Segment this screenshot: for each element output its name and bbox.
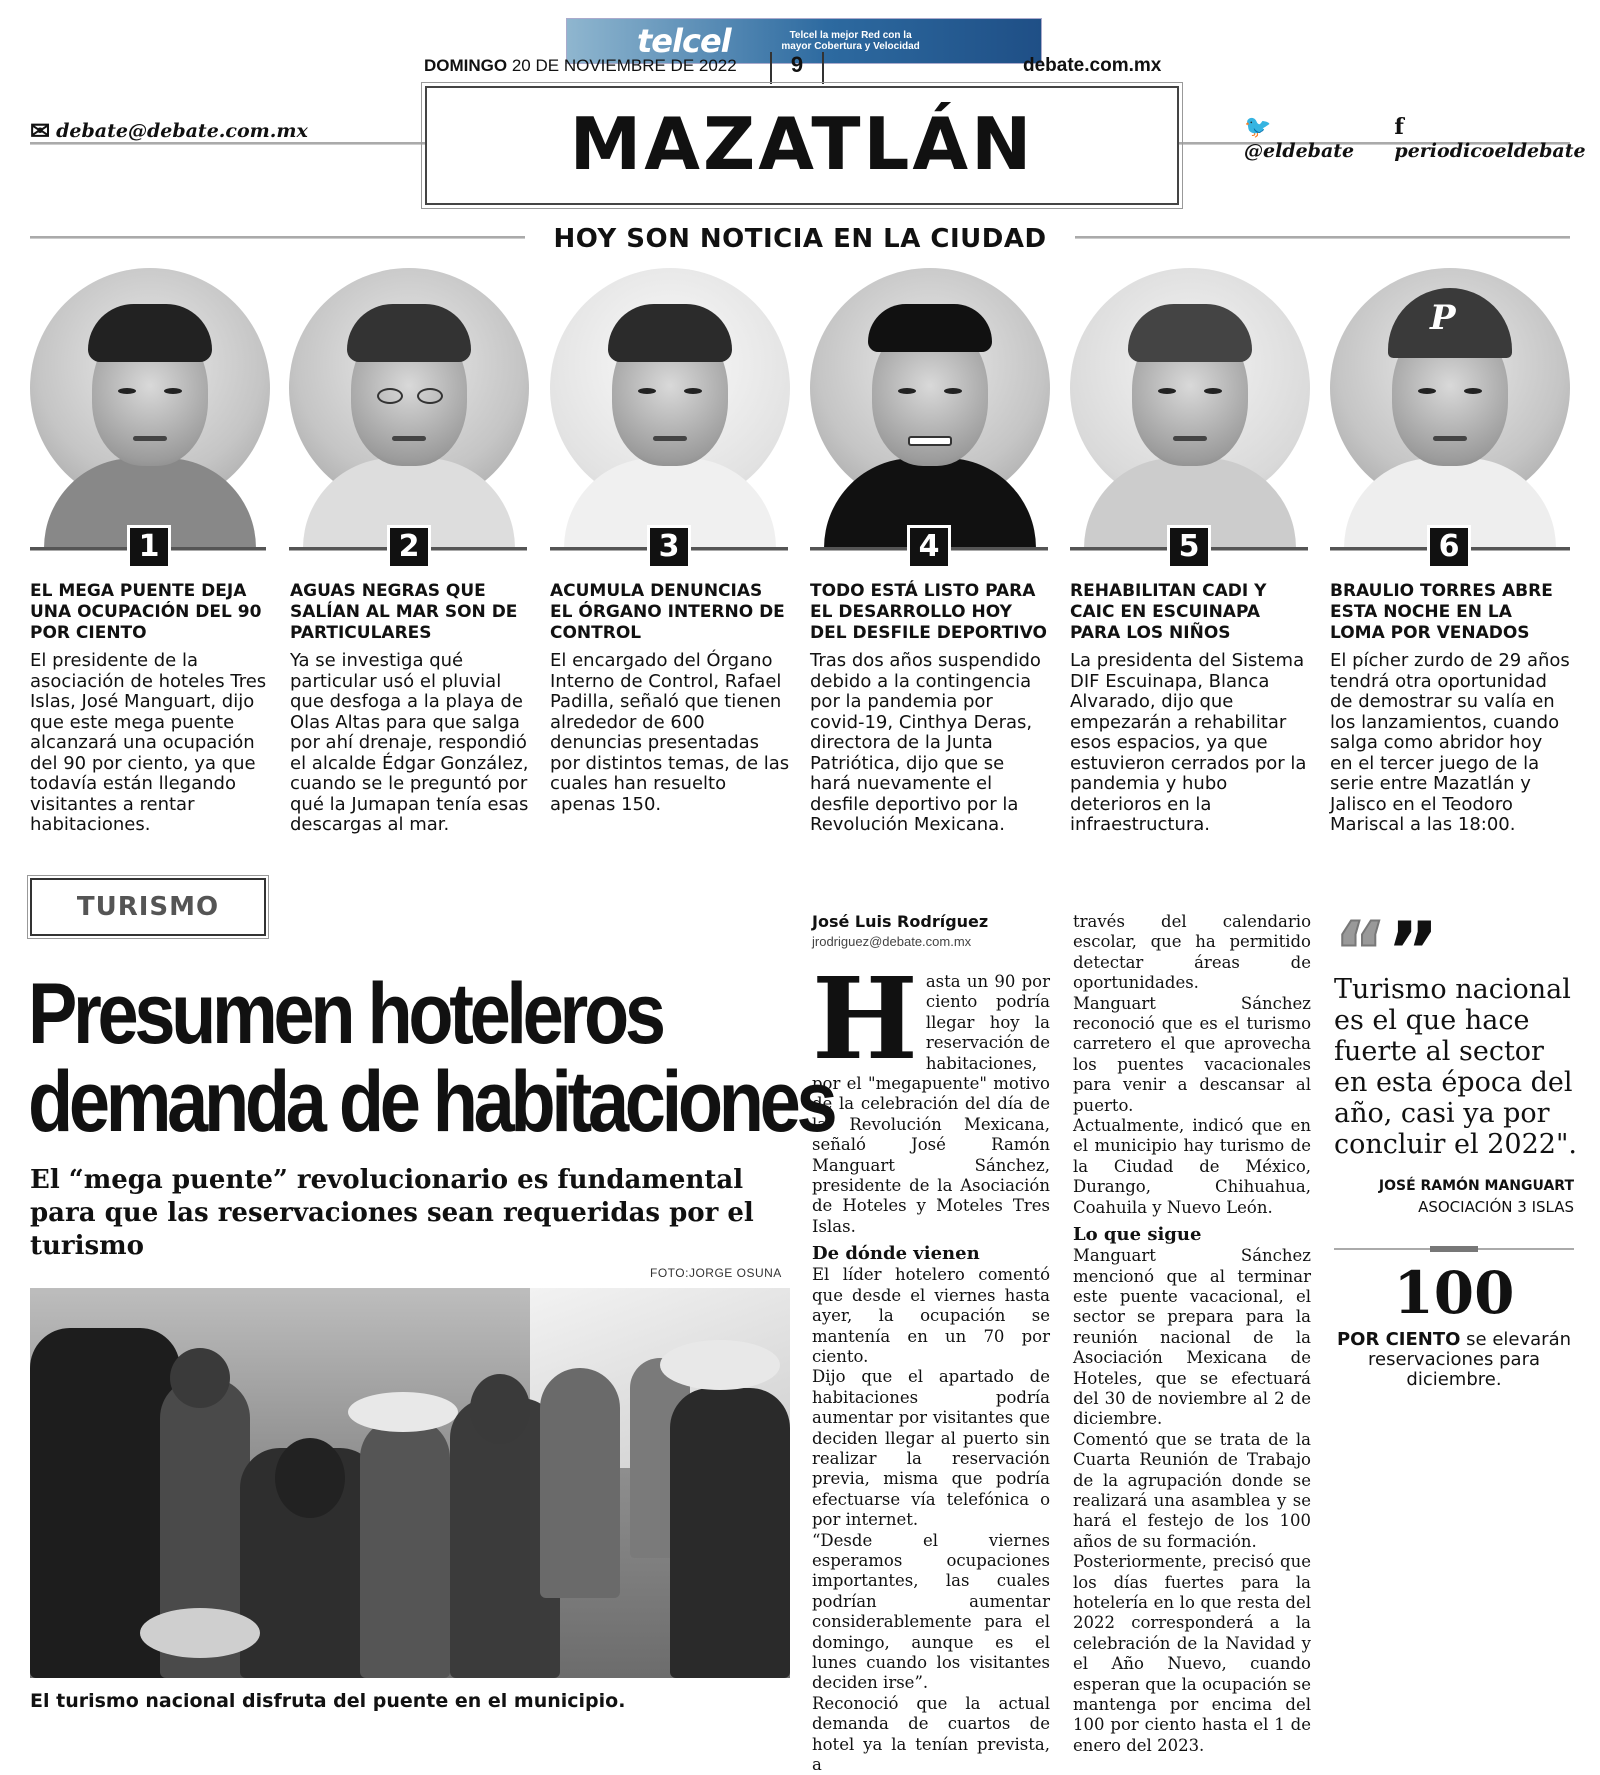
site-url: debate.com.mx: [1023, 55, 1162, 76]
ad-brand-logo: telcel: [637, 22, 731, 60]
paragraph: El líder hotelero comentó que desde el viernes hasta ayer, la ocupación se mantenía en un 70 por ciento.: [812, 1265, 1050, 1366]
brief-body-6: El pícher zurdo de 29 años tendrá otra oportunidad de demostrar su valía en los lanzamientos, cuando salga como abridor hoy en el tercer juego de la serie entre Mazatlán y Jalisco en el Teodoro Mariscal a las 18:00.: [1330, 650, 1570, 835]
brief-photo-3: [550, 268, 790, 508]
article-column-2: [1073, 912, 1311, 1756]
author-byline: José Luis Rodríguez: [812, 912, 989, 931]
paragraph: Manguart Sánchez mencionó que al terminar este puente vacacional, el sector se prepara para la reunión nacional de la Asociación Mexicana de Hoteles, que se efectuará del 30 de noviembre al 2 de diciembre.: [1073, 1246, 1311, 1429]
brief-number-6: 6: [1430, 528, 1468, 566]
quote-mark-icon: “”: [1334, 905, 1440, 998]
paragraph: asta un 90 por ciento podría llegar hoy la reservación de habitaciones, por el "megapuente" motivo de la celebración del día de la Revolución Mexicana, señaló José Ramón Manguart Sánchez, presidente de la Asociación de Hoteles y Moteles Tres Islas.: [812, 972, 1050, 1236]
day-label: DOMINGO: [424, 56, 508, 75]
facebook-icon: f: [1394, 114, 1404, 140]
article-headline[interactable]: Presumen hoteleros demanda de habitaciones: [28, 966, 834, 1150]
page-number: 9: [770, 52, 824, 84]
brief-body-5: La presidenta del Sistema DIF Escuinapa, Blanca Alvarado, dijo que empezarán a rehabilitar esos espacios, ya que estuvieron cerrados por la pandemia y hubo deterioros en la infraestructura.: [1070, 650, 1307, 835]
author-email[interactable]: jrodriguez@debate.com.mx: [812, 934, 972, 949]
brief-headline-2[interactable]: AGUAS NEGRAS QUE SALÍAN AL MAR SON DE PARTICULARES: [290, 581, 518, 643]
quote-organization: ASOCIACIÓN 3 ISLAS: [1418, 1198, 1574, 1216]
brief-photo-1: [30, 268, 270, 508]
social-links: [1244, 114, 1600, 162]
paragraph: través del calendario escolar, que ha permitido detectar áreas de oportunidades.: [1073, 912, 1311, 993]
brief-body-2: Ya se investiga qué particular usó el pluvial que desfoga a la playa de Olas Altas para que salga por ahí drenaje, respondió el alcalde Édgar González, cuando se le preguntó por qué la Jumapan tenía esas descargas al mar.: [290, 650, 529, 835]
brief-headline-4[interactable]: TODO ESTÁ LISTO PARA EL DESARROLLO HOY DEL DESFILE DEPORTIVO: [810, 581, 1047, 643]
strip-title: HOY SON NOTICIA EN LA CIUDAD: [553, 224, 1047, 254]
brief-number-3: 3: [650, 528, 688, 566]
paragraph: Reconoció que la actual demanda de cuartos de hotel ya la tenían prevista, a: [812, 1693, 1050, 1775]
stat-label: POR CIENTO: [1336, 1329, 1461, 1350]
cap-logo-icon: P: [1430, 298, 1456, 338]
brief-headline-1[interactable]: EL MEGA PUENTE DEJA UNA OCUPACIÓN DEL 90 POR CIENTO: [30, 581, 262, 643]
twitter-link[interactable]: 🐦@eldebate: [1244, 114, 1355, 162]
brief-headline-5[interactable]: REHABILITAN CADI Y CAIC EN ESCUINAPA PARA LOS NIÑOS: [1070, 581, 1267, 643]
article-column-1: [812, 954, 1050, 1775]
photo-caption: El turismo nacional disfruta del puente en el municipio.: [30, 1690, 626, 1712]
paragraph: Manguart Sánchez reconoció que es el turismo carretero el que aprovecha los puentes vacacionales para venir a descansar al puerto.: [1073, 993, 1311, 1115]
envelope-icon: ✉: [30, 116, 51, 145]
brief-body-1: El presidente de la asociación de hoteles Tres Islas, José Manguart, dijo que este mega puente alcanzará una ocupación del 90 por ciento, ya que todavía están llegando visitantes a rentar habitaciones.: [30, 650, 267, 835]
brief-body-4: Tras dos años suspendido debido a la contingencia por la pandemia por covid-19, Cinthya Deras, directora de la Junta Patriótica, dijo que se hará nuevamente el desfile deportivo por la Revolución Mexicana.: [810, 650, 1041, 835]
brief-headline-6[interactable]: BRAULIO TORRES ABRE ESTA NOCHE EN LA LOMA POR VENADOS: [1330, 581, 1553, 643]
subheading: Lo que sigue: [1073, 1224, 1202, 1246]
section-title: MAZATLÁN: [569, 102, 1035, 186]
contact-email: [30, 116, 308, 145]
brief-number-1: 1: [130, 528, 168, 566]
facebook-link[interactable]: f periodicoeldebate: [1394, 114, 1586, 162]
email-text: debate@debate.com.mx: [56, 119, 308, 142]
paragraph: Dijo que el apartado de habitaciones podría aumentar por visitantes que deciden llegar al puerto sin realizar la reservación previa, misma que podría efectuarse vía telefónica o por internet.: [812, 1367, 1050, 1530]
photo-credit: FOTO:JORGE OSUNA: [650, 1266, 782, 1280]
pull-quote: Turismo nacional es el que hace fuerte al sector en esta época del año, casi ya por concluir el 2022".: [1334, 974, 1577, 1160]
dateline: [424, 56, 737, 76]
brief-number-4: 4: [910, 528, 948, 566]
brief-number-5: 5: [1170, 528, 1208, 566]
brief-photo-2: [289, 268, 529, 508]
stat-divider-accent: [1430, 1246, 1478, 1252]
paragraph: Posteriormente, precisó que los días fuertes para la hotelería en lo que resta del 2022 corresponderá a la celebración de la Navidad y el Año Nuevo, cuando esperan que la ocupación se mantenga por encima del 100 por ciento hasta el 1 de enero del 2023.: [1073, 1552, 1311, 1755]
section-masthead: [425, 86, 1179, 205]
twitter-icon: 🐦: [1244, 114, 1272, 140]
article-subhead: El “mega puente” revolucionario es fundamental para que las reservaciones sean requeridas por el turismo: [30, 1165, 754, 1261]
brief-photo-6: [1330, 268, 1570, 508]
main-photo: [30, 1288, 790, 1678]
section-tag[interactable]: TURISMO: [30, 878, 266, 936]
brief-body-3: El encargado del Órgano Interno de Control, Rafael Padilla, señaló que tienen alrededor de 600 denuncias presentadas por distintos temas, de las cuales han resuelto apenas 150.: [550, 650, 790, 815]
stat-description: [1334, 1330, 1574, 1390]
paragraph: Actualmente, indicó que en el municipio hay turismo de la Ciudad de México, Durango, Chihuahua, Coahuila y Nuevo León.: [1073, 1116, 1311, 1217]
brief-photo-5: [1070, 268, 1310, 508]
date-label: 20 DE NOVIEMBRE DE 2022: [511, 56, 737, 75]
paragraph: Comentó que se trata de la Cuarta Reunión de Trabajo de la agrupación donde se realizará una asamblea y se hará el festejo de los 100 años de su formación.: [1073, 1429, 1311, 1551]
paragraph: “Desde el viernes esperamos ocupaciones importantes, las cuales podrían aumentar considerablemente para el domingo, aunque es el lunes cuando los visitantes deciden irse”.: [812, 1530, 1050, 1693]
quote-author: JOSÉ RAMÓN MANGUART: [1378, 1178, 1574, 1194]
ad-tagline: Telcel la mejor Red con la mayor Cobertura y Velocidad: [781, 30, 920, 52]
brief-photo-4: [810, 268, 1050, 508]
subheading: De dónde vienen: [812, 1243, 980, 1265]
drop-cap: H: [812, 954, 918, 1085]
brief-number-2: 2: [390, 528, 428, 566]
stat-text: se elevarán reservaciones para diciembre.: [1368, 1329, 1572, 1390]
stat-number: 100: [1393, 1259, 1515, 1327]
brief-headline-3[interactable]: ACUMULA DENUNCIAS EL ÓRGANO INTERNO DE CONTROL: [550, 581, 785, 643]
